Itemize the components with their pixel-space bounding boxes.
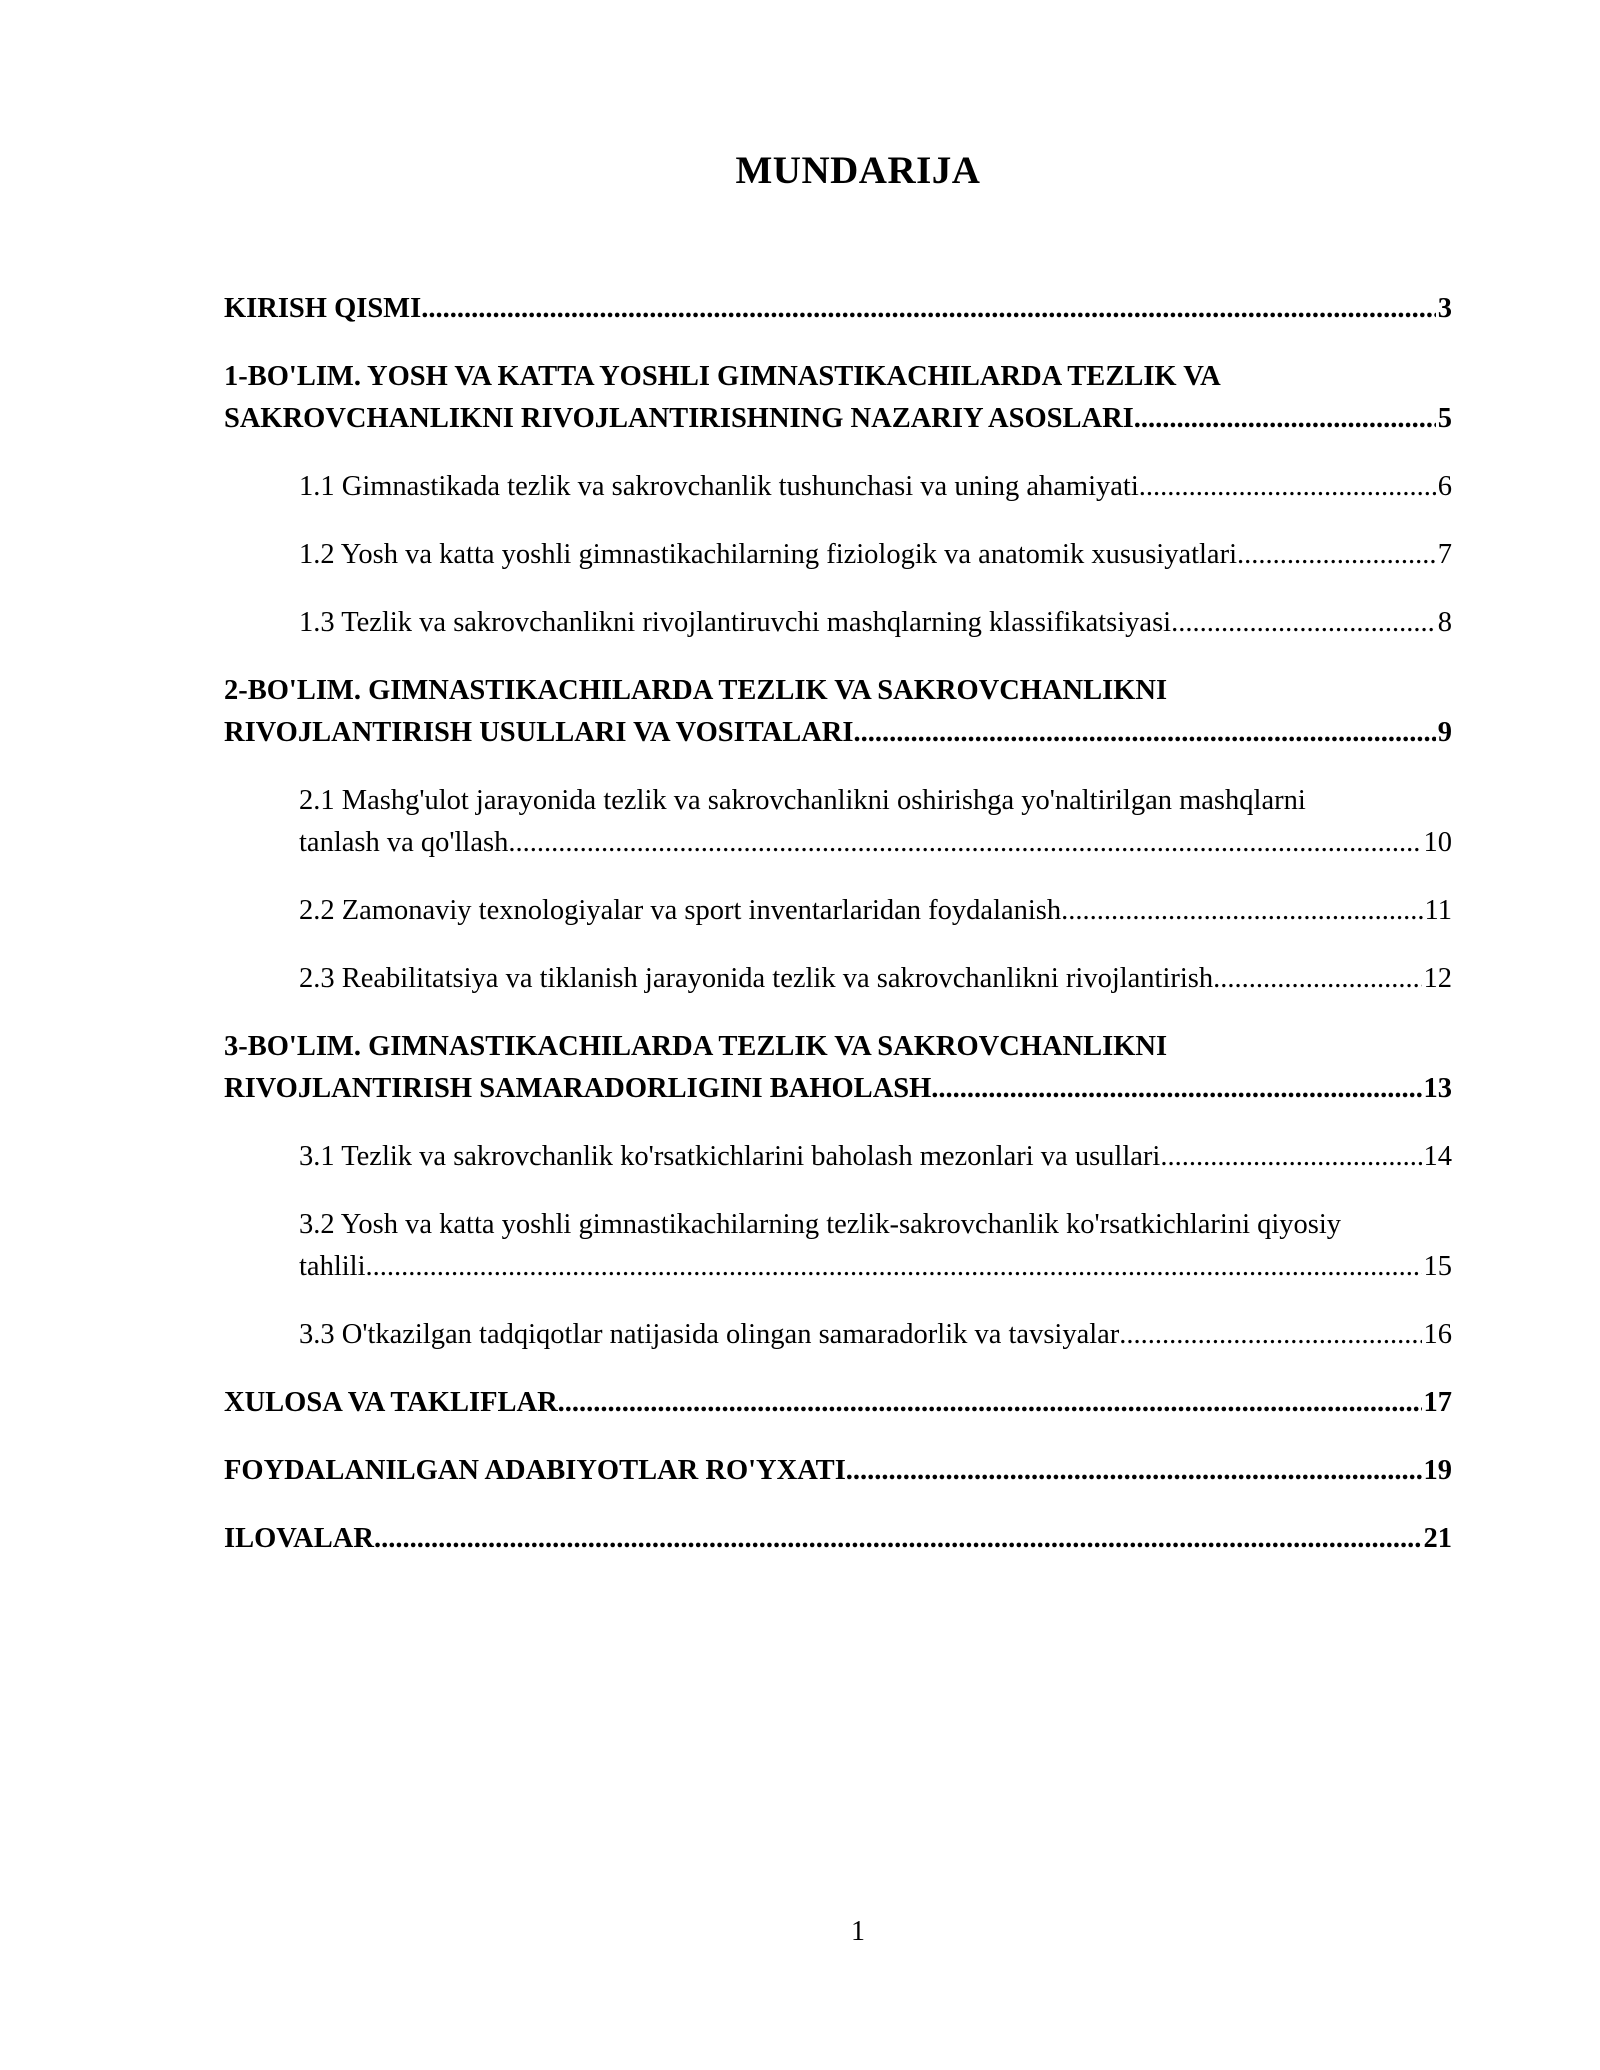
toc-entry-leader-line xyxy=(299,1136,1452,1178)
toc-page-number: 16 xyxy=(1423,1319,1452,1350)
toc-entry-title: tanlash va qo'llash xyxy=(299,827,509,858)
toc-entry-text-line: 1-BO'LIM. YOSH VA KATTA YOSHLI GIMNASTIKACHILARDA TEZLIK VA xyxy=(224,361,1221,392)
toc-entry-leader-line xyxy=(299,1246,1452,1288)
toc-entry-leader-line xyxy=(299,1314,1452,1356)
toc-entry-title: tahlili xyxy=(299,1251,366,1282)
toc-entry-leader-line xyxy=(224,1518,1452,1560)
toc-dot-leader xyxy=(1213,958,1421,1000)
toc-dot-leader xyxy=(1134,398,1436,440)
page-number: 1 xyxy=(851,1916,865,1947)
toc-page-number: 7 xyxy=(1437,539,1452,570)
toc-section-entry[interactable] xyxy=(224,670,1452,754)
toc-subsection-entry[interactable] xyxy=(224,780,1452,864)
toc-entry-leader-line xyxy=(299,822,1452,864)
toc-entry-text-line: 2.1 Mashg'ulot jarayonida tezlik va sakrovchanlikni oshirishga yo'naltirilgan mashqlarni xyxy=(299,785,1306,816)
toc-entry-leader-line xyxy=(224,288,1452,330)
toc-page-number: 8 xyxy=(1437,607,1452,638)
toc-entry-text-line: 3-BO'LIM. GIMNASTIKACHILARDA TEZLIK VA SAKROVCHANLIKNI xyxy=(224,1031,1168,1062)
toc-section-entry[interactable] xyxy=(224,288,1452,330)
toc-dot-leader xyxy=(1237,534,1436,576)
toc-page-number: 21 xyxy=(1423,1523,1452,1554)
toc-section-entry[interactable] xyxy=(224,1450,1452,1492)
toc-dot-leader xyxy=(508,822,1421,864)
toc-dot-leader xyxy=(853,712,1435,754)
toc-dot-leader xyxy=(1160,1136,1421,1178)
toc-subsection-entry[interactable] xyxy=(224,602,1452,644)
toc-entry-text-line: 3.2 Yosh va katta yoshli gimnastikachilarning tezlik-sakrovchanlik ko'rsatkichlarini qiyosiy xyxy=(299,1209,1342,1240)
toc-dot-leader xyxy=(846,1450,1422,1492)
toc-dot-leader xyxy=(374,1518,1422,1560)
toc-entry-leader-line xyxy=(299,958,1452,1000)
toc-entry-title: KIRISH QISMI xyxy=(224,293,422,324)
toc-page-number: 5 xyxy=(1437,403,1452,434)
toc-subsection-entry[interactable] xyxy=(224,534,1452,576)
toc-subsection-entry[interactable] xyxy=(224,958,1452,1000)
toc-entry-leader-line xyxy=(299,534,1452,576)
toc-dot-leader xyxy=(421,288,1436,330)
toc-entry-title: 2.3 Reabilitatsiya va tiklanish jarayonida tezlik va sakrovchanlikni rivojlantirish xyxy=(299,963,1214,994)
toc-page-number: 13 xyxy=(1423,1073,1452,1104)
toc-entry-leader-line xyxy=(224,1450,1452,1492)
toc-entry-leader-line xyxy=(224,398,1452,440)
toc-subsection-entry[interactable] xyxy=(224,1314,1452,1356)
toc-page-number: 17 xyxy=(1423,1387,1452,1418)
toc-entry-title: FOYDALANILGAN ADABIYOTLAR RO'YXATI xyxy=(224,1455,846,1486)
toc-subsection-entry[interactable] xyxy=(224,890,1452,932)
toc-entry-leader-line xyxy=(224,1382,1452,1424)
toc-entry-leader-line xyxy=(224,1068,1452,1110)
toc-entry-title: 1.3 Tezlik va sakrovchanlikni rivojlantiruvchi mashqlarning klassifikatsiyasi xyxy=(299,607,1172,638)
toc-entry-title: 1.1 Gimnastikada tezlik va sakrovchanlik tushunchasi va uning ahamiyati xyxy=(299,471,1139,502)
toc-dot-leader xyxy=(558,1382,1422,1424)
toc-entry-title: 3.3 O'tkazilgan tadqiqotlar natijasida olingan samaradorlik va tavsiyalar xyxy=(299,1319,1120,1350)
toc-entry-title: RIVOJLANTIRISH USULLARI VA VOSITALARI xyxy=(224,717,854,748)
toc-page-number: 14 xyxy=(1423,1141,1452,1172)
toc-section-entry[interactable] xyxy=(224,356,1452,440)
toc-page-number: 6 xyxy=(1437,471,1452,502)
toc-entry-title: 1.2 Yosh va katta yoshli gimnastikachilarning fiziologik va anatomik xususiyatlari xyxy=(299,539,1237,570)
toc-page-number: 9 xyxy=(1437,717,1452,748)
toc-section-entry[interactable] xyxy=(224,1382,1452,1424)
toc-page-number: 15 xyxy=(1423,1251,1452,1282)
toc-entry-leader-line xyxy=(299,466,1452,508)
toc-subsection-entry[interactable] xyxy=(224,1136,1452,1178)
toc-page-number: 11 xyxy=(1424,895,1452,926)
toc-entry-text-line: 2-BO'LIM. GIMNASTIKACHILARDA TEZLIK VA SAKROVCHANLIKNI xyxy=(224,675,1168,706)
page-title: MUNDARIJA xyxy=(735,149,981,192)
toc-page-number: 3 xyxy=(1437,293,1452,324)
toc-entry-title: ILOVALAR xyxy=(224,1523,374,1554)
toc-section-entry[interactable] xyxy=(224,1026,1452,1110)
toc-dot-leader xyxy=(366,1246,1422,1288)
toc-page-number: 10 xyxy=(1423,827,1452,858)
table-of-contents xyxy=(224,288,1452,1586)
toc-entry-leader-line xyxy=(224,712,1452,754)
toc-entry-title: SAKROVCHANLIKNI RIVOJLANTIRISHNING NAZARIY ASOSLARI xyxy=(224,403,1134,434)
toc-dot-leader xyxy=(931,1068,1421,1110)
toc-entry-title: 2.2 Zamonaviy texnologiyalar va sport inventarlaridan foydalanish xyxy=(299,895,1062,926)
toc-subsection-entry[interactable] xyxy=(224,466,1452,508)
toc-entry-leader-line xyxy=(299,602,1452,644)
toc-entry-leader-line xyxy=(299,890,1452,932)
toc-dot-leader xyxy=(1139,466,1436,508)
toc-entry-title: XULOSA VA TAKLIFLAR xyxy=(224,1387,558,1418)
toc-entry-title: RIVOJLANTIRISH SAMARADORLIGINI BAHOLASH xyxy=(224,1073,932,1104)
toc-dot-leader xyxy=(1119,1314,1421,1356)
toc-section-entry[interactable] xyxy=(224,1518,1452,1560)
toc-dot-leader xyxy=(1061,890,1422,932)
toc-page-number: 19 xyxy=(1423,1455,1452,1486)
toc-subsection-entry[interactable] xyxy=(224,1204,1452,1288)
toc-entry-title: 3.1 Tezlik va sakrovchanlik ko'rsatkichlarini baholash mezonlari va usullari xyxy=(299,1141,1161,1172)
toc-page-number: 12 xyxy=(1423,963,1452,994)
toc-dot-leader xyxy=(1171,602,1436,644)
